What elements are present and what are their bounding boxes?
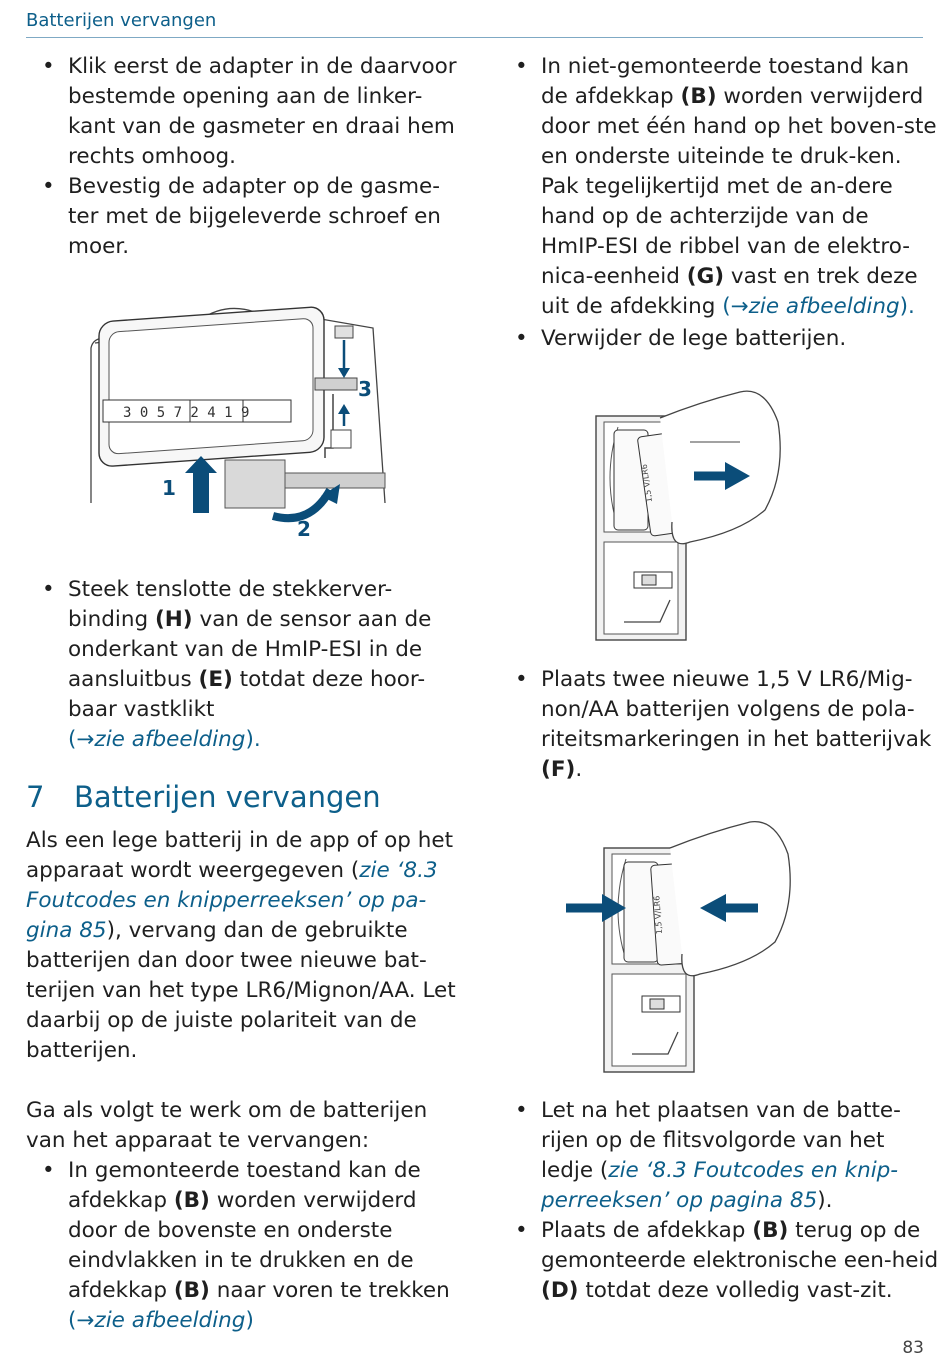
step-label-2: 2 [297,517,311,541]
left-column-middle [26,575,466,755]
list-item: • Plaats de afdekkap (B) terug op de gemonteerde elektronische een-heid (D) totdat deze volledig vast-zit. [499,1216,939,1306]
right-column-bottom [499,1096,939,1306]
right-column-middle [499,665,939,785]
list-item: • Bevestig de adapter op de gasme-ter met de bijgeleverde schroef en moer. [26,172,466,262]
list-item: • In niet-gemonteerde toestand kan de afdekkap (B) worden verwijderd door met één hand op het boven-ste en onderste uiteinde te druk-ken. Pak tegelijkertijd met de an-dere hand op de achterzijde van de HmIP-ESI de ribbel van de elektro-nica-eenheid (G) vast en trek deze uit de afdekking (→zie afbeelding). [499,52,939,322]
list-item: • Steek tenslotte de stekkerver-binding (H) van de sensor aan de onderkant van de HmIP-ESI in de aansluitbus (E) totdat deze hoor-baar vastklikt (→zie afbeelding). [26,575,466,755]
list-item: • Verwijder de lege batterijen. [499,324,939,354]
paragraph: Ga als volgt te werk om de batterijen van het apparaat te vervangen: [26,1098,428,1153]
step-label-1: 1 [162,476,176,500]
cross-reference-link[interactable]: zie ‘8.3 Foutcodes en knipperreeksen’ op pa-gina 85 [26,858,438,943]
list-item: • Let na het plaatsen van de batte-rijen op de flitsvolgorde van het ledje (zie ‘8.3 Foutcodes en knip-perreeksen’ op pagina 85). [499,1096,939,1216]
battery-removal-figure [590,382,790,644]
left-column-bottom [26,826,466,1336]
adapter-mounting-figure [85,298,395,548]
header-divider [26,37,923,38]
figure-link[interactable]: zie afbeelding [94,727,246,752]
list-item: • In gemonteerde toestand kan de afdekkap (B) worden verwijderd door de bovenste en onderste eindvlakken in te drukken en de afdekkap (B) naar voren te trekken (→zie afbeelding) [26,1156,466,1336]
cross-reference-link[interactable]: zie ‘8.3 Foutcodes en knip-perreeksen’ op pagina 85 [541,1158,899,1213]
section-heading: 7 Batterijen vervangen [26,780,381,814]
figure-link[interactable]: zie afbeelding [748,294,900,319]
battery-label: 1,5 V/LR6 [639,463,654,503]
figure-link[interactable]: zie afbeelding [94,1308,246,1333]
paragraph: Als een lege batterij in de app of op het apparaat wordt weergegeven (zie ‘8.3 Foutcodes en knipperreeksen’ op pa-gina 85), vervang dan de gebruikte batterijen dan door twee nieuwe bat-terijen van het type LR6/Mignon/AA. Let daarbij op de juiste polariteit van de batterijen. [26,828,456,1063]
running-header: Batterijen vervangen [26,10,217,31]
right-column-top [499,52,939,354]
battery-label: 1,5 V/LR6 [652,895,664,935]
list-item: • Plaats twee nieuwe 1,5 V LR6/Mig-non/AA batterijen volgens de pola-riteitsmarkeringen in het batterijvak (F). [499,665,939,785]
step-label-3: 3 [358,377,372,401]
list-item: • Klik eerst de adapter in de daarvoor bestemde opening aan de linker-kant van de gasmeter en draai hem rechts omhoog. [26,52,466,172]
battery-insertion-figure [560,818,800,1076]
page-number: 83 [902,1338,924,1358]
left-column-top [26,52,466,262]
meter-digits: 3 0 5 7 2 4 1 9 [123,405,250,421]
